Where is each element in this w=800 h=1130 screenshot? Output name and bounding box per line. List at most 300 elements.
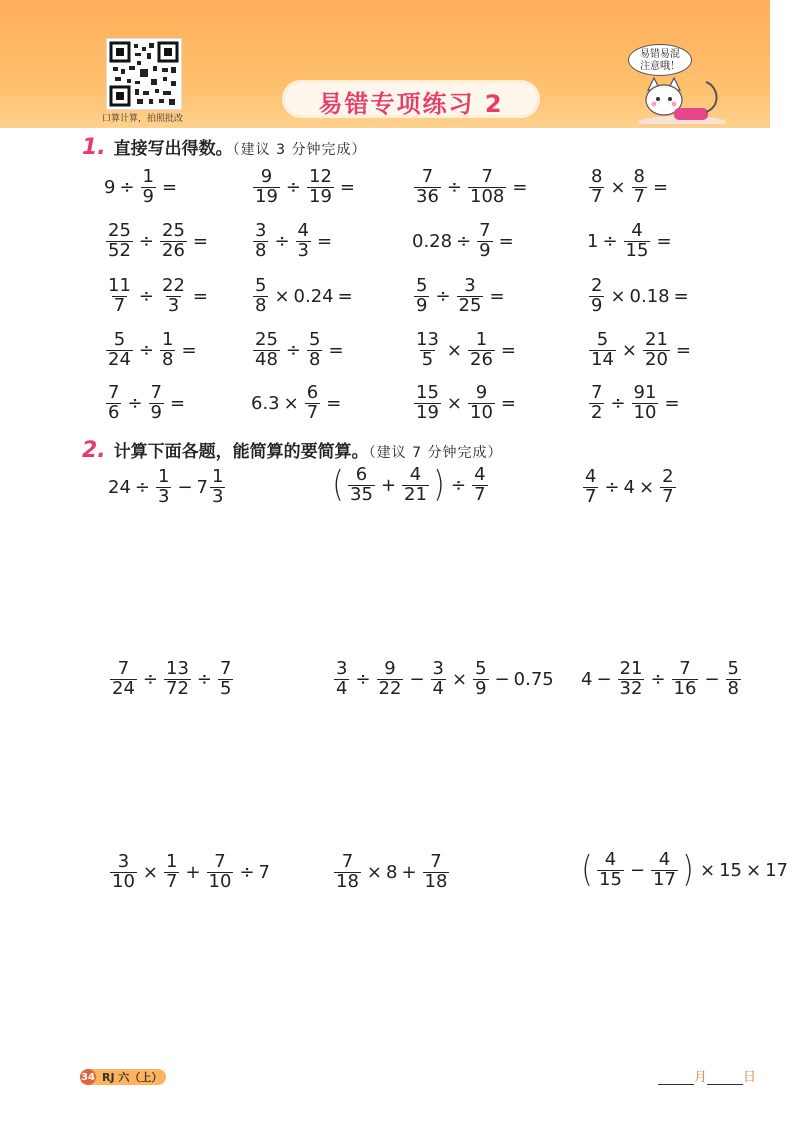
math-token: 1 (587, 230, 599, 252)
math-token: 24 (108, 476, 131, 498)
fraction (457, 277, 484, 316)
bubble-line-2: 注意哦！ (640, 61, 680, 72)
math-token: 20 (645, 348, 668, 370)
fraction (651, 851, 678, 890)
bubble-line-1: 易错易混 (640, 49, 680, 60)
math-token: ÷ (451, 474, 467, 496)
math-token: 7 (591, 382, 603, 403)
exercise-3-4 (587, 277, 693, 316)
math-token: 13 (166, 658, 189, 679)
math-token: 5 (416, 275, 428, 296)
math-token: ÷ (435, 285, 451, 307)
math-token: 36 (416, 185, 439, 207)
speech-bubble (628, 44, 692, 76)
fraction (414, 331, 441, 370)
page-edge (770, 0, 800, 128)
exercise-2-3 (412, 222, 518, 261)
math-token: 22 (162, 275, 185, 296)
math-token: 9 (150, 401, 162, 423)
math-token: ÷ (138, 285, 154, 307)
math-token: 3 (297, 239, 309, 261)
problem-9 (579, 851, 788, 890)
fraction (218, 660, 233, 699)
month-blank[interactable] (658, 1072, 694, 1085)
math-token: 4 (604, 849, 617, 870)
math-token: ÷ (239, 861, 255, 883)
math-token: ÷ (604, 476, 620, 498)
exercise-2-4 (587, 222, 676, 261)
math-token: 3 (336, 658, 348, 679)
math-token: 7 (258, 861, 270, 883)
math-token: 15 (599, 868, 622, 890)
math-token: 10 (112, 870, 135, 892)
math-token: × (366, 861, 382, 883)
math-token: − (409, 668, 425, 690)
math-token: = (673, 285, 689, 307)
math-token: 91 (633, 382, 657, 403)
section-1-hint: （建议 3 分钟完成） (232, 142, 367, 158)
math-token: 0.18 (629, 285, 670, 307)
math-token: 9 (104, 176, 116, 198)
header-banner (0, 0, 770, 128)
math-token: 8 (255, 294, 267, 316)
math-token: 7 (150, 382, 162, 403)
math-token: 32 (619, 677, 643, 699)
fraction (473, 660, 488, 699)
fraction (477, 222, 492, 261)
fraction (589, 277, 604, 316)
exercise-4-2 (251, 331, 348, 370)
fraction (632, 384, 659, 423)
exercise-1-1 (104, 168, 181, 207)
math-token: 26 (470, 348, 493, 370)
math-token: ÷ (142, 668, 158, 690)
math-token: + (401, 861, 417, 883)
math-token: 4 (432, 677, 444, 699)
math-token: 9 (142, 185, 154, 207)
math-token: × (639, 476, 655, 498)
math-token: 15 (719, 859, 742, 881)
math-token: = (181, 339, 197, 361)
math-token: × (610, 285, 626, 307)
fraction (164, 853, 179, 892)
math-token: 7 (108, 382, 120, 403)
math-token: − (177, 476, 193, 498)
math-token: = (192, 285, 208, 307)
fraction (414, 384, 441, 423)
math-token: 9 (260, 166, 273, 187)
math-token: 8 (386, 861, 398, 883)
math-token: × (452, 668, 468, 690)
math-token: 7 (421, 166, 434, 187)
fraction (726, 660, 741, 699)
math-token: 4 (409, 464, 422, 485)
math-token: 3 (212, 485, 224, 507)
math-token: × (283, 392, 299, 414)
exercise-1-2 (251, 168, 359, 207)
math-token: = (498, 230, 514, 252)
math-token: = (339, 176, 355, 198)
title-text: 易错专项练习 (318, 90, 475, 118)
math-token: 21 (404, 483, 427, 505)
math-token: 7 (196, 476, 208, 498)
math-token: 9 (475, 382, 488, 403)
exercise-4-4 (587, 331, 695, 370)
fraction (253, 277, 268, 316)
math-token: = (656, 230, 672, 252)
math-token: 9 (416, 294, 428, 316)
math-token: 72 (166, 677, 189, 699)
fraction (334, 853, 361, 892)
fraction (307, 331, 322, 370)
fraction (597, 851, 624, 890)
math-token: ) (682, 849, 694, 891)
math-token: 10 (208, 870, 232, 892)
exercise-2-2 (251, 222, 336, 261)
page-number: 34 (80, 1069, 96, 1085)
fraction (305, 384, 320, 423)
math-token: 7 (166, 870, 178, 892)
math-token: 12 (309, 166, 332, 187)
title-number: 2 (484, 90, 504, 118)
exercise-3-3 (412, 277, 509, 316)
math-token: 3 (117, 851, 130, 872)
math-token: 21 (645, 329, 668, 350)
math-token: 9 (475, 677, 487, 699)
fraction (618, 660, 645, 699)
fraction (106, 331, 133, 370)
exercise-5-3 (412, 384, 520, 423)
math-token: 5 (475, 658, 487, 679)
math-token: 7 (633, 185, 645, 207)
math-token: × (274, 285, 290, 307)
fraction (468, 331, 495, 370)
math-token: 4 (658, 849, 671, 870)
section-2-hint: （建议 7 分钟完成） (368, 445, 503, 461)
fraction (164, 660, 191, 699)
fraction (589, 168, 604, 207)
fraction (431, 660, 446, 699)
problem-4 (108, 660, 235, 699)
math-token: 24 (108, 348, 131, 370)
math-token: 7 (585, 485, 597, 507)
exercise-5-4 (587, 384, 684, 423)
fraction (414, 168, 441, 207)
math-token: 7 (662, 485, 674, 507)
math-token: × (610, 176, 626, 198)
math-token: = (328, 339, 344, 361)
math-token: ÷ (274, 230, 290, 252)
math-token: 6 (355, 464, 368, 485)
fraction (106, 384, 121, 423)
math-token: 9 (384, 658, 396, 679)
fraction (632, 168, 647, 207)
math-token: 4 (474, 464, 486, 485)
fraction (377, 660, 404, 699)
fraction (253, 222, 268, 261)
math-token: × (446, 392, 462, 414)
math-token: 24 (112, 677, 135, 699)
day-blank[interactable] (707, 1072, 743, 1085)
problem-5 (332, 660, 554, 699)
math-token: 7 (117, 658, 130, 679)
fraction (156, 468, 171, 507)
date-fields (658, 1066, 756, 1085)
qr-caption: 口算计算，拍照批改 (102, 114, 184, 124)
math-token: 4 (336, 677, 348, 699)
exercise-4-3 (412, 331, 520, 370)
math-token: = (192, 230, 208, 252)
math-token: 7 (479, 220, 491, 241)
math-token: 6 (108, 401, 120, 423)
math-token: 8 (591, 166, 603, 187)
math-token: 4 (585, 466, 597, 487)
math-token: 1 (166, 851, 178, 872)
problem-2 (330, 466, 490, 505)
fraction (160, 331, 175, 370)
section-2-title (82, 437, 502, 463)
fraction (423, 853, 450, 892)
fraction (472, 466, 487, 505)
section-1-number: 1. (82, 135, 106, 160)
math-token: ÷ (602, 230, 618, 252)
math-token: 1 (158, 466, 170, 487)
math-token: 3 (255, 220, 267, 241)
math-token: = (162, 176, 178, 198)
math-token: 25 (255, 329, 278, 350)
math-token: = (512, 176, 528, 198)
math-token: × (446, 339, 462, 361)
section-2-text: 计算下面各题，能简算的要简算。 (113, 442, 369, 462)
math-token: − (629, 859, 646, 881)
math-token: 0.24 (293, 285, 334, 307)
math-token: 7 (679, 658, 691, 679)
math-token: 10 (633, 401, 657, 423)
fraction (160, 277, 187, 316)
math-token: 17 (653, 868, 676, 890)
problem-3 (581, 468, 678, 507)
math-token: × (700, 859, 716, 881)
fraction (110, 853, 137, 892)
math-token: = (500, 339, 516, 361)
math-token: − (494, 668, 510, 690)
math-token: ÷ (285, 176, 301, 198)
page-badge (80, 1069, 166, 1085)
math-token: 8 (162, 348, 174, 370)
math-token: 6 (306, 382, 319, 403)
math-token: 1 (142, 166, 154, 187)
math-token: 8 (255, 239, 267, 261)
problem-7 (108, 853, 270, 892)
math-token: 108 (470, 185, 505, 207)
exercise-3-2 (251, 277, 357, 316)
math-token: 26 (162, 239, 185, 261)
fraction (296, 222, 311, 261)
math-token: 4 (623, 476, 635, 498)
math-token: ÷ (138, 230, 154, 252)
fraction (589, 331, 616, 370)
fraction (253, 331, 280, 370)
exercise-3-1 (104, 277, 212, 316)
math-token: 5 (421, 348, 434, 370)
math-token: 3 (167, 294, 180, 316)
exercise-5-1 (104, 384, 189, 423)
math-token: 8 (633, 166, 645, 187)
math-token: ÷ (610, 392, 626, 414)
fraction (334, 660, 349, 699)
math-token: ÷ (196, 668, 212, 690)
math-token: 18 (424, 870, 448, 892)
math-token: × (746, 859, 762, 881)
fraction (106, 277, 133, 316)
math-token: 17 (765, 859, 788, 881)
math-token: 19 (309, 185, 332, 207)
fraction (672, 660, 699, 699)
fraction (253, 168, 280, 207)
math-token: = (170, 392, 186, 414)
math-token: 9 (479, 239, 491, 261)
math-token: 19 (255, 185, 278, 207)
fraction (307, 168, 334, 207)
grade-label: RJ 六（上） (102, 1071, 163, 1084)
math-token: 7 (341, 851, 354, 872)
section-1-title (82, 134, 366, 160)
fraction (643, 331, 670, 370)
math-token: = (489, 285, 505, 307)
math-token: × (142, 861, 158, 883)
math-token: ( (581, 849, 593, 891)
fraction (468, 168, 506, 207)
fraction (402, 466, 429, 505)
math-token: 8 (309, 348, 321, 370)
math-token: 21 (619, 658, 643, 679)
math-token: 7 (481, 166, 493, 187)
math-token: − (704, 668, 720, 690)
math-token: 2 (591, 401, 603, 423)
math-token: 3 (464, 275, 476, 296)
math-token: 7 (220, 658, 232, 679)
math-token: 1 (475, 329, 488, 350)
math-token: = (337, 285, 353, 307)
math-token: 5 (596, 329, 609, 350)
fraction (414, 277, 429, 316)
math-token: 7 (430, 851, 442, 872)
math-token: ) (433, 464, 445, 506)
fraction (624, 222, 651, 261)
math-token: 22 (378, 677, 402, 699)
fraction (141, 168, 156, 207)
fraction (348, 466, 375, 505)
fraction (110, 660, 137, 699)
math-token: ÷ (456, 230, 472, 252)
fraction (149, 384, 164, 423)
fraction (468, 384, 495, 423)
math-token: 11 (108, 275, 131, 296)
exercise-2-1 (104, 222, 212, 261)
math-token: 7 (591, 185, 603, 207)
month-label: 月 (694, 1070, 708, 1085)
fraction (210, 468, 225, 507)
math-token: ( (332, 464, 344, 506)
math-token: 14 (591, 348, 614, 370)
math-token: 16 (673, 677, 697, 699)
math-token: 7 (306, 401, 319, 423)
problem-6 (581, 660, 743, 699)
math-token: = (675, 339, 691, 361)
math-token: ÷ (127, 392, 143, 414)
day-label: 日 (743, 1070, 757, 1085)
cat-mascot-icon (636, 76, 728, 124)
math-token: 9 (591, 294, 603, 316)
math-token: 2 (591, 275, 603, 296)
math-token: 8 (727, 677, 739, 699)
fraction (160, 222, 187, 261)
math-token: × (621, 339, 637, 361)
math-token: + (380, 474, 397, 496)
math-token: ÷ (355, 668, 371, 690)
math-token: = (326, 392, 342, 414)
fraction (660, 468, 675, 507)
math-token: 25 (458, 294, 482, 316)
math-token: = (653, 176, 669, 198)
math-token: 5 (727, 658, 739, 679)
math-token: 35 (350, 483, 373, 505)
math-token: 3 (158, 485, 170, 507)
math-token: 5 (220, 677, 232, 699)
section-1-text: 直接写出得数。 (113, 139, 233, 159)
math-token: 4 (581, 668, 593, 690)
math-token: 2 (662, 466, 674, 487)
fraction (589, 384, 604, 423)
math-token: 10 (470, 401, 493, 423)
math-token: 5 (113, 329, 126, 350)
section-2-number: 2. (82, 438, 106, 463)
fraction (106, 222, 133, 261)
math-token: = (500, 392, 516, 414)
math-token: 7 (113, 294, 126, 316)
math-token: ÷ (285, 339, 301, 361)
math-token: 6.3 (251, 392, 280, 414)
math-token: 4 (631, 220, 643, 241)
math-token: 52 (108, 239, 131, 261)
exercise-5-2 (251, 384, 345, 423)
math-token: 1 (212, 466, 224, 487)
math-token: = (317, 230, 333, 252)
math-token: ÷ (138, 339, 154, 361)
math-token: 18 (336, 870, 359, 892)
fraction (207, 853, 234, 892)
problem-8 (332, 853, 451, 892)
math-token: 19 (416, 401, 439, 423)
math-token: ÷ (446, 176, 462, 198)
math-token: 7 (214, 851, 226, 872)
math-token: 13 (416, 329, 439, 350)
math-token: 1 (162, 329, 174, 350)
math-token: 3 (432, 658, 444, 679)
page-title (282, 80, 540, 118)
math-token: 48 (255, 348, 278, 370)
math-token: 25 (108, 220, 131, 241)
problem-1 (108, 468, 227, 507)
math-token: 0.28 (412, 230, 453, 252)
math-token: 25 (162, 220, 185, 241)
math-token: 7 (474, 483, 486, 505)
math-token: 5 (309, 329, 321, 350)
math-token: 0.75 (513, 668, 554, 690)
exercise-1-3 (412, 168, 531, 207)
exercise-1-4 (587, 168, 672, 207)
qr-code-icon[interactable] (106, 38, 182, 110)
